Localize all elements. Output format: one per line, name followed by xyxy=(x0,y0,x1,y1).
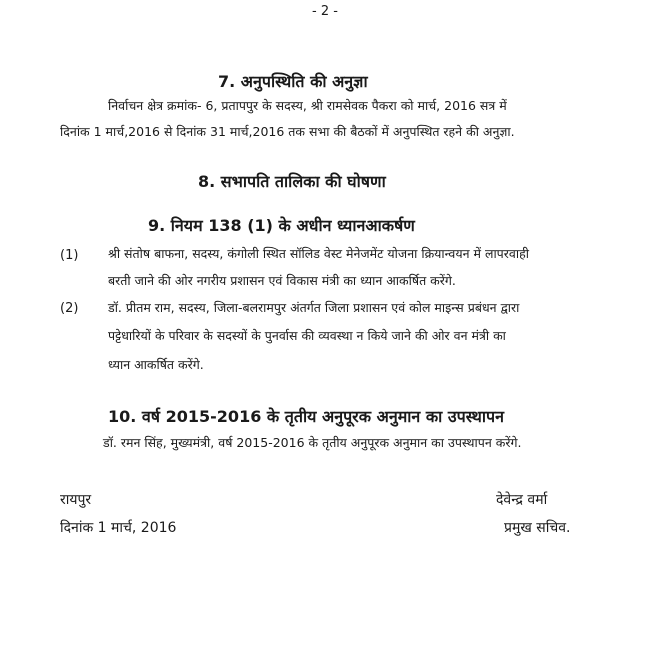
item-2-line-1: डॉ. प्रीतम राम, सदस्य, जिला-बलरामपुर अंतर्गत जिला प्रशासन एवं कोल माइन्स प्रबंधन द्वारा xyxy=(108,300,520,315)
item-1-line-1: श्री संतोष बाफना, सदस्य, कंगोली स्थित सॉलिड वेस्ट मेनेजमेंट योजना क्रियान्वयन में लापरवाही xyxy=(108,246,529,261)
page-number: - 2 - xyxy=(312,4,338,19)
section-7-heading: 7. अनुपस्थिति की अनुज्ञा xyxy=(218,72,368,91)
footer-place: रायपुर xyxy=(60,492,92,508)
section-10-heading: 10. वर्ष 2015-2016 के तृतीय अनुपूरक अनुमान का उपस्थापन xyxy=(108,407,504,426)
signatory-name: देवेन्द्र वर्मा xyxy=(496,492,548,508)
section-7-line-2: दिनांक 1 मार्च,2016 से दिनांक 31 मार्च,2016 तक सभा की बैठकों में अनुपस्थित रहने की अनुज्ञा. xyxy=(60,124,515,139)
item-2-number: (2) xyxy=(60,301,79,316)
footer-date: दिनांक 1 मार्च, 2016 xyxy=(60,520,177,536)
item-1-line-2: बरती जाने की ओर नगरीय प्रशासन एवं विकास मंत्री का ध्यान आकर्षित करेंगे. xyxy=(108,273,456,288)
item-2-line-3: ध्यान आकर्षित करेंगे. xyxy=(108,357,204,372)
section-7-line-1: निर्वाचन क्षेत्र क्रमांक- 6, प्रतापपुर के सदस्य, श्री रामसेवक पैकरा को मार्च, 2016 सत्र में xyxy=(108,98,507,113)
item-1-number: (1) xyxy=(60,248,79,263)
section-9-heading: 9. नियम 138 (1) के अधीन ध्यानआकर्षण xyxy=(148,216,415,235)
section-8-heading: 8. सभापति तालिका की घोषणा xyxy=(198,172,386,191)
section-10-line-1: डॉ. रमन सिंह, मुख्यमंत्री, वर्ष 2015-2016 के तृतीय अनुपूरक अनुमान का उपस्थापन करेंगे. xyxy=(103,435,522,450)
item-2-line-2: पट्टेधारियों के परिवार के सदस्यों के पुनर्वास की व्यवस्था न किये जाने की ओर वन मंत्री का xyxy=(108,328,506,343)
signatory-title: प्रमुख सचिव. xyxy=(504,520,571,536)
